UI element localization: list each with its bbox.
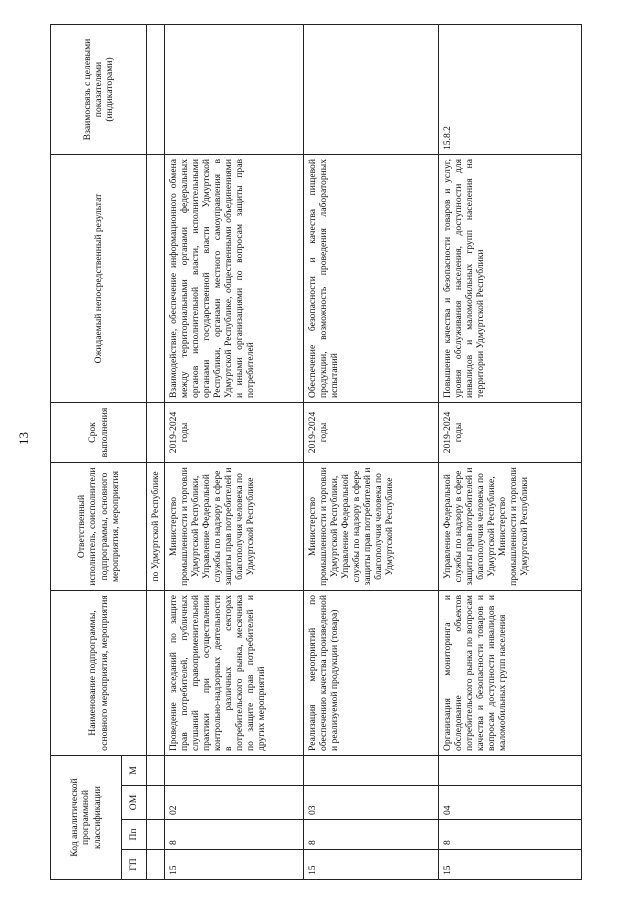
header-row (51, 25, 122, 880)
continuation-row (147, 25, 165, 880)
cell-m (165, 756, 304, 786)
cell-term: 2019-2024 годы (439, 403, 582, 463)
continuation-responsible: по Удмуртской Республике (147, 463, 165, 591)
header-responsible: Ответственный исполнитель, соисполнители подпрограммы, основного мероприятия, мероприятия (51, 463, 147, 591)
cell-result: Повышение качества и безопасности товаров и услуг, уровня обслуживания населения, доступности для инвалидов и маломобильных групп населения на территории Удмуртской Республики (439, 155, 582, 403)
header-link: Взаимосвязь с целевыми показателями (индикаторами) (51, 25, 147, 155)
cell-gp: 15 (304, 850, 439, 880)
cell-link (304, 25, 439, 155)
cell-link (165, 25, 304, 155)
header-pp: Пп (122, 820, 147, 850)
cell-result: Обеспечение безопасности и качества пищевой продукции, возможность проведения лабораторных испытаний (304, 155, 439, 403)
cell-gp: 15 (439, 850, 582, 880)
cell-gp: 15 (165, 850, 304, 880)
table-row (165, 25, 304, 880)
cell-responsible: Министерство промышленности и торговли Удмуртской Республики, Управление Федеральной службы по надзору в сфере защиты прав потребителей и благополучия человека по Удмуртской Республике (304, 463, 439, 591)
cell-pp: 8 (165, 820, 304, 850)
program-activities-table (50, 24, 582, 880)
table-row (439, 25, 582, 880)
header-term: Срок выполнения (51, 403, 147, 463)
header-result: Ожидаемый непосредственный результат (51, 155, 147, 403)
cell-responsible: Министерство промышленности и торговли Удмуртской Республики, Управление Федеральной службы по надзору в сфере защиты прав потребителей и благополучия человека по Удмуртской Республике (165, 463, 304, 591)
cell-om: 02 (165, 786, 304, 820)
page-number: 13 (16, 432, 31, 445)
cell-link: 15.8.2 (439, 25, 582, 155)
cell-pp: 8 (304, 820, 439, 850)
cell-term: 2019-2024 годы (304, 403, 439, 463)
cell-name: Реализация мероприятий по обеспечению качества произведенной и реализуемой продукции (товара) (304, 591, 439, 756)
rotated-table-sheet (50, 25, 630, 880)
table-row (304, 25, 439, 880)
header-gp: ГП (122, 850, 147, 880)
cell-name: Проведение заседаний по защите прав потребителей, публичных слушаний правоприменительной практики при осуществлении контрольно-надзорных деятельности в различных секторах потребительского рынка, месячника по защите прав потребителей и других мероприятий (165, 591, 304, 756)
header-code: Код аналитической программной классификации (51, 756, 122, 880)
cell-om: 03 (304, 786, 439, 820)
cell-om: 04 (439, 786, 582, 820)
cell-result: Взаимодействие, обеспечение информационного обмена между территориальными органами федеральных органов исполнительной власти, исполнительными органами государственной власти Удмуртской Республики, органами местного самоуправления в Удмуртской Республике, общественными объединениями и иными организациями по вопросам защиты прав потребителей (165, 155, 304, 403)
cell-responsible: Управление Федеральной службы по надзору в сфере защиты прав потребителей и благополучия человека по Удмуртской Республике, Министерство промышленности и торговли Удмуртской Республики (439, 463, 582, 591)
cell-m (304, 756, 439, 786)
cell-m (439, 756, 582, 786)
cell-pp: 8 (439, 820, 582, 850)
header-m: М (122, 756, 147, 786)
cell-term: 2019-2024 годы (165, 403, 304, 463)
header-name: Наименование подпрограммы, основного мероприятия, мероприятия (51, 591, 147, 756)
header-om: ОМ (122, 786, 147, 820)
cell-name: Организация мониторинга и обследование объектов потребительского рынка по вопросам качества и безопасности товаров и вопросам доступности инвалидов и маломобильных групп населения (439, 591, 582, 756)
